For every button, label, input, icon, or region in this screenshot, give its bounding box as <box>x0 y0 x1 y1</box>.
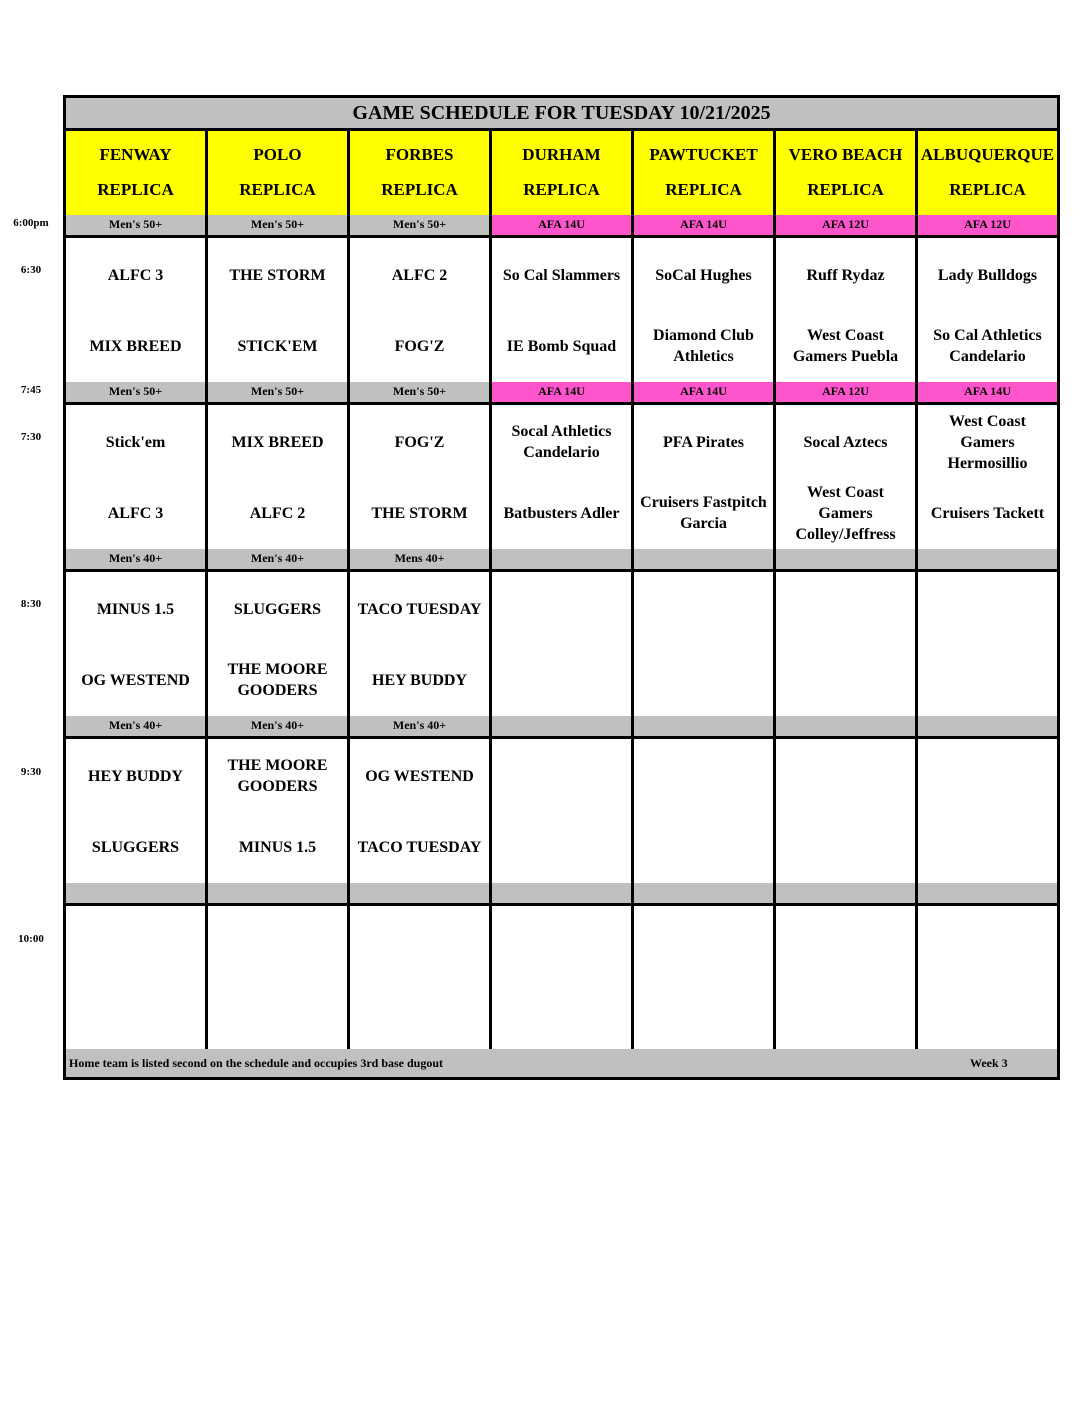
away-team <box>492 743 631 809</box>
division-label-row <box>66 716 1057 739</box>
away-team <box>208 910 347 976</box>
field-header-7 <box>918 131 1057 215</box>
field-header-row <box>66 131 1057 218</box>
game-cell <box>66 572 208 716</box>
game-cell <box>208 238 350 382</box>
home-team: MINUS 1.5 <box>238 838 317 856</box>
home-team <box>492 813 631 881</box>
division-label: Men's 40+ <box>208 549 350 569</box>
division-label: AFA 12U <box>776 382 918 402</box>
home-team <box>776 813 915 881</box>
home-team: Batbusters Adler <box>503 504 620 522</box>
game-cell <box>208 906 350 1050</box>
game-cell <box>66 739 208 883</box>
schedule-title: GAME SCHEDULE FOR TUESDAY 10/21/2025 <box>66 98 1057 131</box>
away-team: Socal Aztecs <box>803 433 888 451</box>
schedule-table <box>63 95 1060 1080</box>
division-label <box>350 883 492 903</box>
division-label-row <box>66 215 1057 238</box>
game-cell <box>918 238 1057 382</box>
away-team: HEY BUDDY <box>88 767 183 785</box>
home-team <box>918 813 1057 881</box>
game-cell <box>208 405 350 549</box>
away-team: THE STORM <box>229 266 326 284</box>
field-subtitle: REPLICA <box>97 179 174 199</box>
game-cell <box>634 238 776 382</box>
home-team: TACO TUESDAY <box>357 838 482 856</box>
game-cell <box>918 405 1057 549</box>
home-team: West Coast Gamers Colley/Jeffress <box>795 483 896 543</box>
home-team <box>776 646 915 714</box>
game-cell <box>634 572 776 716</box>
game-cell <box>492 739 634 883</box>
field-header-2 <box>208 131 350 215</box>
game-cell <box>634 739 776 883</box>
division-label: AFA 14U <box>492 382 634 402</box>
division-label <box>776 883 918 903</box>
game-cell <box>492 405 634 549</box>
game-row <box>66 405 1057 552</box>
away-team <box>918 910 1057 976</box>
game-row <box>66 906 1057 1053</box>
home-team: Cruisers Tackett <box>930 504 1045 522</box>
field-header-4 <box>492 131 634 215</box>
division-label: Men's 50+ <box>208 215 350 235</box>
home-team: HEY BUDDY <box>372 671 467 689</box>
away-team: MINUS 1.5 <box>96 600 175 618</box>
division-label <box>634 549 776 569</box>
field-subtitle: REPLICA <box>807 179 884 199</box>
home-team: OG WESTEND <box>81 671 190 689</box>
away-team: Lady Bulldogs <box>937 266 1038 284</box>
division-label <box>918 549 1057 569</box>
home-team: ALFC 2 <box>249 504 306 522</box>
division-label: AFA 12U <box>918 215 1057 235</box>
home-team: SLUGGERS <box>91 838 180 856</box>
home-team-note: Home team is listed second on the schedule and occupies 3rd base dugout <box>69 1056 444 1070</box>
away-team: SLUGGERS <box>233 600 322 618</box>
time-label: 6:30 <box>20 264 42 276</box>
time-label: 6:00pm <box>13 217 49 229</box>
away-team: ALFC 2 <box>391 266 448 284</box>
game-row <box>66 739 1057 886</box>
division-label <box>492 549 634 569</box>
week-label: Week 3 <box>970 1056 1008 1070</box>
field-subtitle: REPLICA <box>239 179 316 199</box>
game-cell <box>350 906 492 1050</box>
time-label: 7:45 <box>20 384 42 396</box>
away-team: SoCal Hughes <box>655 266 752 284</box>
field-subtitle: REPLICA <box>523 179 600 199</box>
field-name: VERO BEACH <box>788 144 903 164</box>
division-label: AFA 14U <box>634 382 776 402</box>
game-row <box>66 572 1057 719</box>
away-team <box>918 743 1057 809</box>
away-team: FOG'Z <box>394 433 445 451</box>
game-cell <box>492 572 634 716</box>
away-team: Stick'em <box>105 433 166 451</box>
division-label <box>66 883 208 903</box>
home-team <box>66 980 205 1048</box>
home-team <box>492 980 631 1048</box>
home-team <box>350 980 489 1048</box>
away-team <box>66 910 205 976</box>
division-label: Men's 50+ <box>66 215 208 235</box>
game-cell <box>776 405 918 549</box>
away-team <box>634 743 773 809</box>
field-header-5 <box>634 131 776 215</box>
game-cell <box>350 238 492 382</box>
game-row <box>66 238 1057 385</box>
home-team <box>492 646 631 714</box>
away-team: PFA Pirates <box>662 433 744 451</box>
division-label: Men's 40+ <box>350 716 492 736</box>
field-name: DURHAM <box>522 144 601 164</box>
division-label: Men's 40+ <box>66 716 208 736</box>
field-subtitle: REPLICA <box>665 179 742 199</box>
division-label: Men's 40+ <box>66 549 208 569</box>
home-team <box>208 980 347 1048</box>
division-label <box>634 883 776 903</box>
away-team: TACO TUESDAY <box>357 600 482 618</box>
field-name: FORBES <box>385 144 454 164</box>
game-cell <box>208 572 350 716</box>
game-cell <box>918 739 1057 883</box>
field-subtitle: REPLICA <box>381 179 458 199</box>
game-cell <box>918 572 1057 716</box>
division-label <box>208 883 350 903</box>
game-cell <box>776 572 918 716</box>
game-cell <box>776 739 918 883</box>
division-label <box>776 716 918 736</box>
game-cell <box>776 906 918 1050</box>
division-label-row <box>66 382 1057 405</box>
time-label: 8:30 <box>20 598 42 610</box>
division-label <box>492 883 634 903</box>
game-cell <box>634 906 776 1050</box>
home-team: ALFC 3 <box>107 504 164 522</box>
field-header-1 <box>66 131 208 215</box>
home-team: THE STORM <box>371 504 468 522</box>
division-label: AFA 14U <box>634 215 776 235</box>
time-label: 7:30 <box>20 431 42 443</box>
away-team: ALFC 3 <box>107 266 164 284</box>
away-team <box>776 576 915 642</box>
division-label-row <box>66 549 1057 572</box>
game-cell <box>492 238 634 382</box>
field-name: FENWAY <box>99 144 172 164</box>
division-label <box>776 549 918 569</box>
division-label-row <box>66 883 1057 906</box>
game-cell <box>66 238 208 382</box>
game-cell <box>66 405 208 549</box>
field-header-6 <box>776 131 918 215</box>
home-team <box>634 813 773 881</box>
division-label <box>918 883 1057 903</box>
division-label: Men's 50+ <box>350 382 492 402</box>
time-label: 10:00 <box>18 933 44 945</box>
home-team <box>634 646 773 714</box>
division-label: AFA 12U <box>776 215 918 235</box>
field-name: ALBUQUERQUE <box>920 144 1055 164</box>
home-team: Diamond Club Athletics <box>653 327 754 365</box>
away-team: Socal Athletics Candelario <box>511 423 612 461</box>
field-subtitle: REPLICA <box>949 179 1026 199</box>
away-team <box>492 576 631 642</box>
division-label <box>492 716 634 736</box>
field-name: POLO <box>253 144 302 164</box>
game-cell <box>350 572 492 716</box>
division-label: Men's 50+ <box>208 382 350 402</box>
game-cell <box>350 739 492 883</box>
footer-bar <box>66 1049 1057 1077</box>
game-cell <box>918 906 1057 1050</box>
home-team: STICK'EM <box>237 337 318 355</box>
field-name: PAWTUCKET <box>649 144 758 164</box>
away-team <box>918 576 1057 642</box>
away-team <box>350 910 489 976</box>
home-team: IE Bomb Squad <box>506 337 617 355</box>
away-team <box>776 743 915 809</box>
home-team: FOG'Z <box>394 337 445 355</box>
home-team: THE MOORE GOODERS <box>227 661 328 699</box>
away-team: MIX BREED <box>231 433 324 451</box>
home-team: So Cal Athletics Candelario <box>933 327 1042 365</box>
game-cell <box>350 405 492 549</box>
game-cell <box>208 739 350 883</box>
division-label <box>918 716 1057 736</box>
division-label: Men's 50+ <box>350 215 492 235</box>
away-team <box>634 910 773 976</box>
away-team: West Coast Gamers Hermosillio <box>947 412 1028 472</box>
division-label: Men's 40+ <box>208 716 350 736</box>
home-team: Cruisers Fastpitch Garcia <box>640 494 767 532</box>
home-team <box>918 646 1057 714</box>
away-team: Ruff Rydaz <box>806 266 885 284</box>
away-team <box>776 910 915 976</box>
away-team <box>492 910 631 976</box>
home-team <box>776 980 915 1048</box>
home-team <box>634 980 773 1048</box>
division-label: Men's 50+ <box>66 382 208 402</box>
home-team: West Coast Gamers Puebla <box>792 327 899 365</box>
time-label: 9:30 <box>20 766 42 778</box>
game-cell <box>634 405 776 549</box>
division-label: AFA 14U <box>918 382 1057 402</box>
game-cell <box>492 906 634 1050</box>
home-team: MIX BREED <box>89 337 182 355</box>
game-cell <box>776 238 918 382</box>
division-label <box>634 716 776 736</box>
division-label: Mens 40+ <box>350 549 492 569</box>
division-label: AFA 14U <box>492 215 634 235</box>
away-team <box>634 576 773 642</box>
away-team: So Cal Slammers <box>502 266 621 284</box>
away-team: THE MOORE GOODERS <box>227 757 328 795</box>
home-team <box>918 980 1057 1048</box>
game-cell <box>66 906 208 1050</box>
field-header-3 <box>350 131 492 215</box>
away-team: OG WESTEND <box>365 767 474 785</box>
